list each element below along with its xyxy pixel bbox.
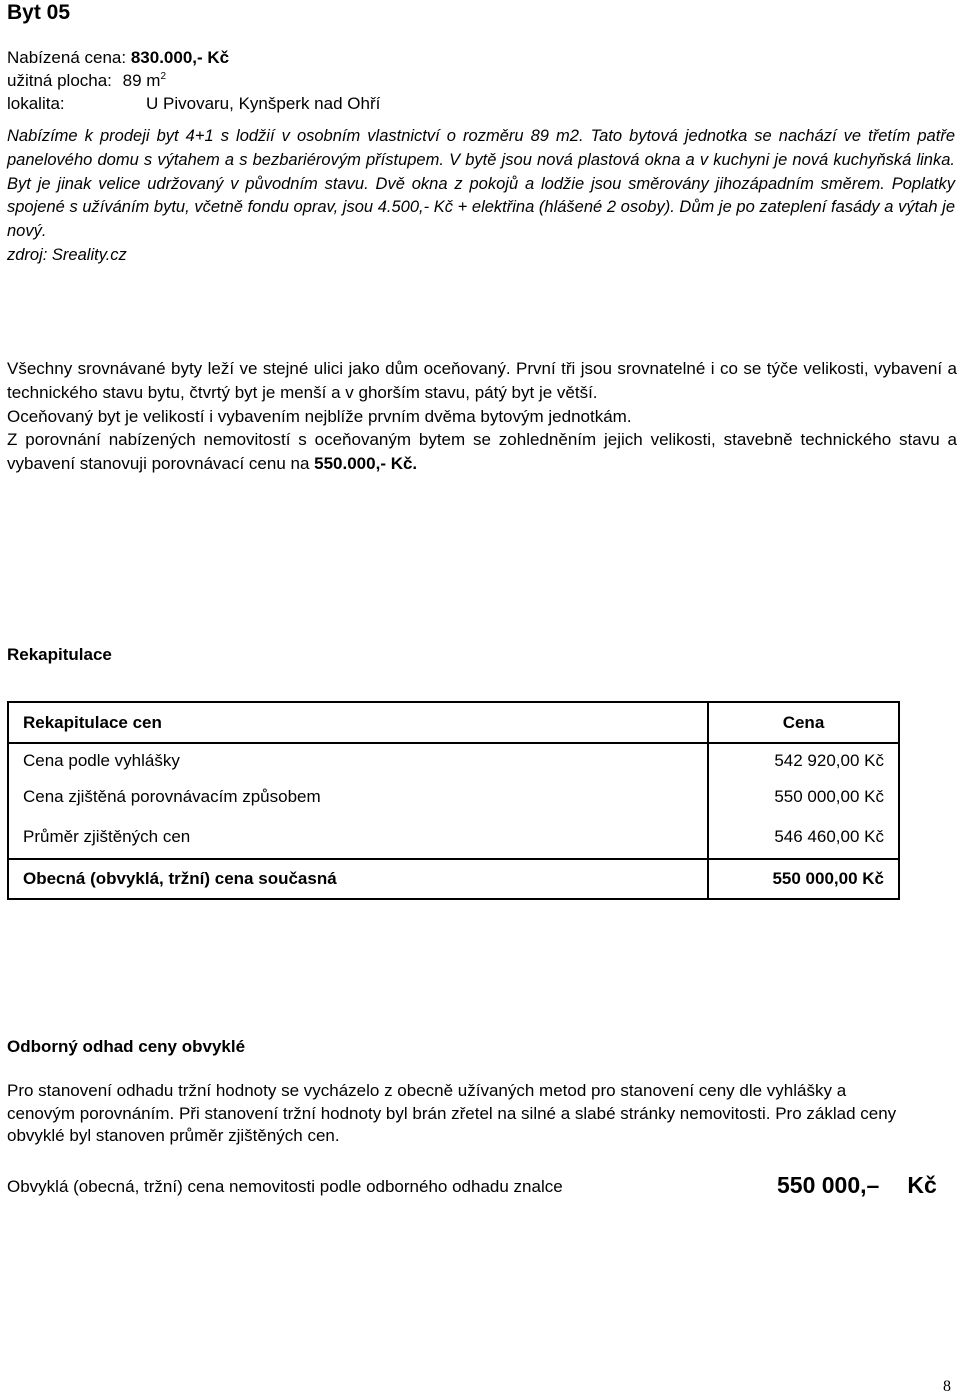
location-value: U Pivovaru, Kynšperk nad Ohří [146,94,381,113]
property-info [7,46,381,115]
description-source: zdroj: Sreality.cz [7,245,127,264]
price-label: Nabízená cena: [7,48,127,67]
table-total-row [8,859,899,899]
final-price-value: 550 000,– [777,1172,880,1198]
table-row [8,778,899,816]
table-header-row [8,702,899,743]
area-row [7,69,229,92]
row-value: 542 920,00 Kč [708,743,899,778]
comparison-text [7,357,957,476]
location-label: lokalita: [7,94,65,113]
comparison-price: 550.000,- Kč. [314,454,418,474]
total-label: Obecná (obvyklá, tržní) cena současná [8,859,708,899]
price-value: 830.000,- Kč [130,48,230,67]
table-row [8,743,899,778]
row-label: Cena zjištěná porovnávacím způsobem [8,778,708,816]
price-row [7,46,229,69]
recap-table [7,701,900,900]
description-text: Nabízíme k prodeji byt 4+1 s lodžií v osobním vlastnictví o rozměru 89 m2. Tato bytová jednotka se nachází ve třetím patře panelového domu s výtahem a s bezbariérovým přístupem. V bytě jsou nová plastová okna a v kuchyni je nová kuchyňská linka. Byt je jinak velice udržovaný v původním stavu. Dvě okna z pokojů a lodžie jsou směrovány jihozápadním směrem. Poplatky spojené s užíváním bytu, včetně fondu oprav, jsou 4.500,- Kč + elektřina (hlášené 2 osoby). Dům je po zateplení fasády a výtah je nový. [7,127,955,241]
expert-paragraph: Pro stanovení odhadu tržní hodnoty se vycházelo z obecně užívaných metod pro stanovení ceny dle vyhlášky a cenovým porovnáním. Při stanovení tržní hodnoty byl brán zřetel na silné a slabé stránky nemovitosti. Pro základ ceny obvyklé byl stanoven průměr zjištěných cen. [7,1081,897,1145]
row-label: Cena podle vyhlášky [8,743,708,778]
location-row [7,92,381,115]
final-price-currency: Kč [907,1172,937,1198]
expert-paragraph-block [7,1080,907,1148]
row-value: 550 000,00 Kč [708,778,899,816]
header-label: Rekapitulace cen [8,702,708,743]
page-title: Byt 05 [7,1,71,24]
area-value: 89 m [122,71,161,90]
comparison-paragraph-3 [7,428,957,476]
row-value: 546 460,00 Kč [708,816,899,859]
page-number: 8 [943,1378,951,1395]
recap-heading: Rekapitulace [7,645,112,664]
area-label: užitná plocha: [7,71,112,90]
row-label: Průměr zjištěných cen [8,816,708,859]
expert-heading: Odborný odhad ceny obvyklé [7,1037,246,1056]
final-price [777,1170,937,1200]
total-value: 550 000,00 Kč [708,859,899,899]
comparison-paragraph-2: Oceňovaný byt je velikostí i vybavením nejblíže prvním dvěma bytovým jednotkám. [7,406,632,426]
area-superscript: 2 [160,71,166,82]
comparison-paragraph-1: Všechny srovnávané byty leží ve stejné ulici jako dům oceňovaný. První tři jsou srovnatelné i co se týče velikosti, vybavení a technického stavu bytu, čtvrtý byt je menší a v ghorším stavu, pátý byt je větší. [7,359,957,402]
description [7,125,955,268]
table-row [8,816,899,859]
header-price: Cena [708,702,899,743]
final-price-label: Obvyklá (obecná, tržní) cena nemovitosti podle odborného odhadu znalce [7,1177,563,1196]
comparison-conclusion: Z porovnání nabízených nemovitostí s oceňovaným bytem se zohledněním jejich velikosti, stavebně technického stavu a vybavení stanovuji porovnávací cenu na [7,430,957,474]
